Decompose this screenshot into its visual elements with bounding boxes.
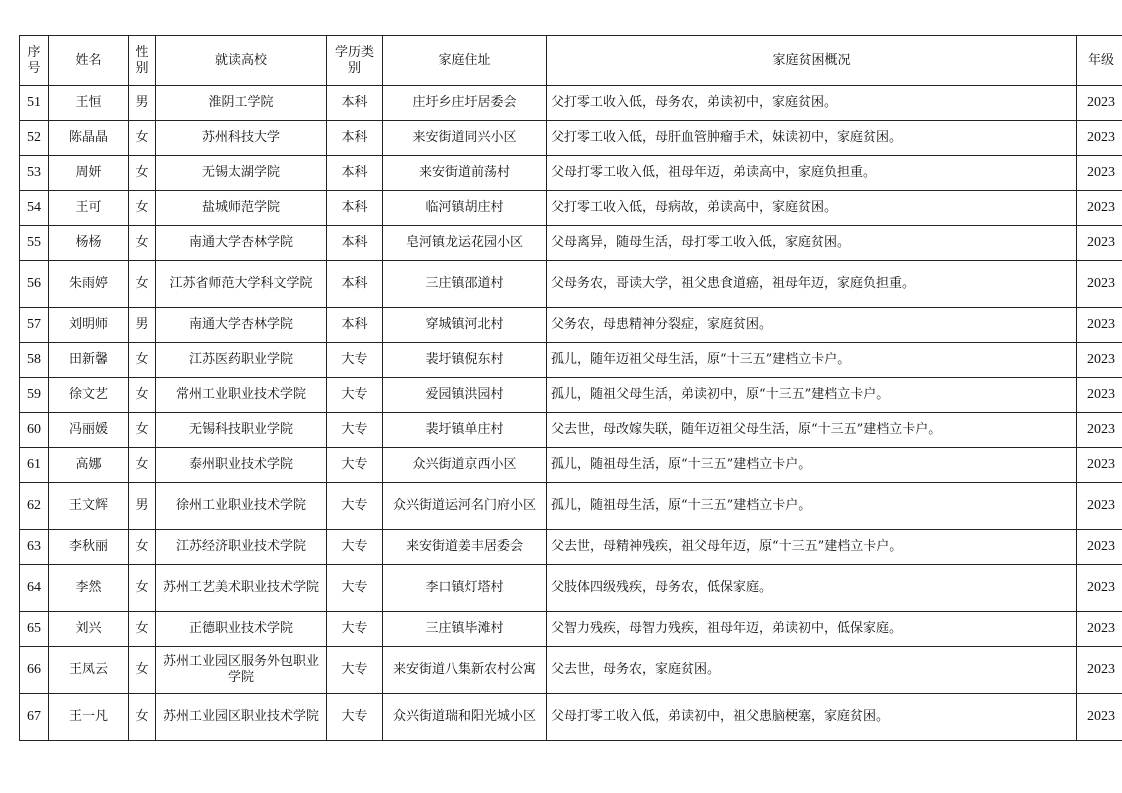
cell-degree: 大专 bbox=[327, 343, 383, 378]
cell-address: 爱园镇洪园村 bbox=[383, 378, 547, 413]
cell-address: 来安街道同兴小区 bbox=[383, 121, 547, 156]
cell-degree: 大专 bbox=[327, 612, 383, 647]
cell-no: 56 bbox=[20, 261, 49, 308]
cell-address: 裴圩镇倪东村 bbox=[383, 343, 547, 378]
cell-address: 皂河镇龙运花园小区 bbox=[383, 226, 547, 261]
cell-situation: 父去世，母精神残疾，祖父母年迈，原“十三五”建档立卡户。 bbox=[547, 530, 1077, 565]
cell-situation: 父去世，母务农，家庭贫困。 bbox=[547, 647, 1077, 694]
table-row bbox=[20, 413, 1122, 448]
header-row bbox=[20, 36, 1122, 86]
cell-degree: 大专 bbox=[327, 530, 383, 565]
cell-name: 田新馨 bbox=[49, 343, 129, 378]
cell-gender: 男 bbox=[129, 308, 156, 343]
cell-address: 临河镇胡庄村 bbox=[383, 191, 547, 226]
cell-name: 王文辉 bbox=[49, 483, 129, 530]
cell-situation: 父打零工收入低，母肝血管肿瘤手术，妹读初中，家庭贫困。 bbox=[547, 121, 1077, 156]
cell-school: 苏州工艺美术职业技术学院 bbox=[156, 565, 327, 612]
cell-situation: 父肢体四级残疾，母务农，低保家庭。 bbox=[547, 565, 1077, 612]
cell-degree: 本科 bbox=[327, 261, 383, 308]
table-row bbox=[20, 191, 1122, 226]
cell-gender: 男 bbox=[129, 483, 156, 530]
cell-name: 陈晶晶 bbox=[49, 121, 129, 156]
cell-name: 王可 bbox=[49, 191, 129, 226]
cell-no: 62 bbox=[20, 483, 49, 530]
cell-grade: 2023 bbox=[1077, 378, 1122, 413]
cell-degree: 大专 bbox=[327, 378, 383, 413]
cell-gender: 男 bbox=[129, 86, 156, 121]
cell-grade: 2023 bbox=[1077, 86, 1122, 121]
cell-name: 周妍 bbox=[49, 156, 129, 191]
cell-situation: 父母打零工收入低，祖母年迈，弟读高中，家庭负担重。 bbox=[547, 156, 1077, 191]
poverty-student-table bbox=[19, 35, 1122, 741]
cell-address: 三庄镇邵道村 bbox=[383, 261, 547, 308]
table-row bbox=[20, 483, 1122, 530]
cell-grade: 2023 bbox=[1077, 121, 1122, 156]
cell-address: 来安街道姜丰居委会 bbox=[383, 530, 547, 565]
cell-name: 刘兴 bbox=[49, 612, 129, 647]
cell-no: 54 bbox=[20, 191, 49, 226]
table-row bbox=[20, 156, 1122, 191]
cell-situation: 孤儿，随祖母生活，原“十三五”建档立卡户。 bbox=[547, 448, 1077, 483]
cell-situation: 父智力残疾，母智力残疾，祖母年迈，弟读初中，低保家庭。 bbox=[547, 612, 1077, 647]
cell-degree: 本科 bbox=[327, 121, 383, 156]
cell-address: 裴圩镇单庄村 bbox=[383, 413, 547, 448]
cell-address: 三庄镇毕滩村 bbox=[383, 612, 547, 647]
cell-grade: 2023 bbox=[1077, 261, 1122, 308]
cell-school: 无锡科技职业学院 bbox=[156, 413, 327, 448]
cell-address: 众兴街道京西小区 bbox=[383, 448, 547, 483]
cell-name: 徐文艺 bbox=[49, 378, 129, 413]
cell-no: 52 bbox=[20, 121, 49, 156]
cell-gender: 女 bbox=[129, 378, 156, 413]
cell-no: 60 bbox=[20, 413, 49, 448]
cell-gender: 女 bbox=[129, 647, 156, 694]
cell-school: 盐城师范学院 bbox=[156, 191, 327, 226]
cell-school: 江苏省师范大学科文学院 bbox=[156, 261, 327, 308]
table-row bbox=[20, 226, 1122, 261]
header-school: 就读高校 bbox=[156, 36, 327, 86]
cell-situation: 孤儿，随祖母生活，原“十三五”建档立卡户。 bbox=[547, 483, 1077, 530]
cell-grade: 2023 bbox=[1077, 565, 1122, 612]
cell-name: 冯丽媛 bbox=[49, 413, 129, 448]
cell-school: 江苏经济职业技术学院 bbox=[156, 530, 327, 565]
cell-degree: 大专 bbox=[327, 483, 383, 530]
cell-gender: 女 bbox=[129, 191, 156, 226]
cell-address: 庄圩乡庄圩居委会 bbox=[383, 86, 547, 121]
cell-name: 高娜 bbox=[49, 448, 129, 483]
cell-gender: 女 bbox=[129, 121, 156, 156]
cell-school: 苏州科技大学 bbox=[156, 121, 327, 156]
cell-no: 58 bbox=[20, 343, 49, 378]
cell-school: 南通大学杏林学院 bbox=[156, 226, 327, 261]
cell-school: 泰州职业技术学院 bbox=[156, 448, 327, 483]
cell-name: 王一凡 bbox=[49, 694, 129, 741]
cell-situation: 父母离异，随母生活，母打零工收入低，家庭贫困。 bbox=[547, 226, 1077, 261]
header-name: 姓名 bbox=[49, 36, 129, 86]
header-degree: 学历类别 bbox=[327, 36, 383, 86]
cell-school: 苏州工业园区服务外包职业学院 bbox=[156, 647, 327, 694]
cell-no: 63 bbox=[20, 530, 49, 565]
cell-school: 无锡太湖学院 bbox=[156, 156, 327, 191]
cell-degree: 本科 bbox=[327, 156, 383, 191]
cell-grade: 2023 bbox=[1077, 694, 1122, 741]
cell-name: 杨杨 bbox=[49, 226, 129, 261]
cell-school: 苏州工业园区职业技术学院 bbox=[156, 694, 327, 741]
cell-gender: 女 bbox=[129, 226, 156, 261]
cell-degree: 本科 bbox=[327, 86, 383, 121]
cell-grade: 2023 bbox=[1077, 308, 1122, 343]
cell-degree: 大专 bbox=[327, 448, 383, 483]
cell-gender: 女 bbox=[129, 565, 156, 612]
cell-grade: 2023 bbox=[1077, 413, 1122, 448]
cell-situation: 父母打零工收入低，弟读初中，祖父患脑梗塞，家庭贫困。 bbox=[547, 694, 1077, 741]
cell-situation: 孤儿，随年迈祖父母生活，原“十三五”建档立卡户。 bbox=[547, 343, 1077, 378]
cell-grade: 2023 bbox=[1077, 530, 1122, 565]
cell-school: 徐州工业职业技术学院 bbox=[156, 483, 327, 530]
cell-degree: 本科 bbox=[327, 308, 383, 343]
cell-grade: 2023 bbox=[1077, 226, 1122, 261]
header-grade: 年级 bbox=[1077, 36, 1122, 86]
cell-no: 61 bbox=[20, 448, 49, 483]
cell-degree: 本科 bbox=[327, 226, 383, 261]
table-row bbox=[20, 86, 1122, 121]
cell-gender: 女 bbox=[129, 448, 156, 483]
cell-name: 李然 bbox=[49, 565, 129, 612]
table-row bbox=[20, 308, 1122, 343]
cell-grade: 2023 bbox=[1077, 647, 1122, 694]
header-gender: 性别 bbox=[129, 36, 156, 86]
table-row bbox=[20, 378, 1122, 413]
table-row bbox=[20, 121, 1122, 156]
table-row bbox=[20, 612, 1122, 647]
cell-situation: 父去世，母改嫁失联，随年迈祖父母生活，原“十三五”建档立卡户。 bbox=[547, 413, 1077, 448]
cell-grade: 2023 bbox=[1077, 156, 1122, 191]
cell-name: 刘明师 bbox=[49, 308, 129, 343]
header-address: 家庭住址 bbox=[383, 36, 547, 86]
table-row bbox=[20, 565, 1122, 612]
cell-name: 朱雨婷 bbox=[49, 261, 129, 308]
cell-name: 王恒 bbox=[49, 86, 129, 121]
cell-grade: 2023 bbox=[1077, 448, 1122, 483]
cell-no: 55 bbox=[20, 226, 49, 261]
table-row bbox=[20, 694, 1122, 741]
cell-name: 李秋丽 bbox=[49, 530, 129, 565]
cell-gender: 女 bbox=[129, 612, 156, 647]
cell-school: 南通大学杏林学院 bbox=[156, 308, 327, 343]
cell-degree: 大专 bbox=[327, 647, 383, 694]
cell-situation: 父打零工收入低，母病故，弟读高中，家庭贫困。 bbox=[547, 191, 1077, 226]
cell-situation: 父打零工收入低，母务农，弟读初中，家庭贫困。 bbox=[547, 86, 1077, 121]
cell-situation: 父母务农，哥读大学，祖父患食道癌，祖母年迈，家庭负担重。 bbox=[547, 261, 1077, 308]
cell-school: 淮阴工学院 bbox=[156, 86, 327, 121]
header-no: 序号 bbox=[20, 36, 49, 86]
cell-no: 66 bbox=[20, 647, 49, 694]
cell-gender: 女 bbox=[129, 156, 156, 191]
cell-address: 穿城镇河北村 bbox=[383, 308, 547, 343]
cell-school: 常州工业职业技术学院 bbox=[156, 378, 327, 413]
cell-grade: 2023 bbox=[1077, 343, 1122, 378]
cell-no: 64 bbox=[20, 565, 49, 612]
cell-situation: 父务农，母患精神分裂症，家庭贫困。 bbox=[547, 308, 1077, 343]
cell-address: 众兴街道瑞和阳光城小区 bbox=[383, 694, 547, 741]
cell-gender: 女 bbox=[129, 261, 156, 308]
cell-no: 57 bbox=[20, 308, 49, 343]
cell-no: 53 bbox=[20, 156, 49, 191]
cell-gender: 女 bbox=[129, 530, 156, 565]
cell-no: 59 bbox=[20, 378, 49, 413]
cell-grade: 2023 bbox=[1077, 612, 1122, 647]
table-row bbox=[20, 647, 1122, 694]
cell-no: 51 bbox=[20, 86, 49, 121]
cell-school: 江苏医药职业学院 bbox=[156, 343, 327, 378]
cell-gender: 女 bbox=[129, 343, 156, 378]
table-row bbox=[20, 343, 1122, 378]
cell-grade: 2023 bbox=[1077, 483, 1122, 530]
table-row bbox=[20, 261, 1122, 308]
cell-name: 王凤云 bbox=[49, 647, 129, 694]
cell-degree: 大专 bbox=[327, 694, 383, 741]
cell-school: 正德职业技术学院 bbox=[156, 612, 327, 647]
cell-no: 65 bbox=[20, 612, 49, 647]
cell-gender: 女 bbox=[129, 694, 156, 741]
cell-degree: 大专 bbox=[327, 413, 383, 448]
cell-address: 李口镇灯塔村 bbox=[383, 565, 547, 612]
header-situation: 家庭贫困概况 bbox=[547, 36, 1077, 86]
cell-degree: 大专 bbox=[327, 565, 383, 612]
cell-address: 来安街道八集新农村公寓 bbox=[383, 647, 547, 694]
cell-degree: 本科 bbox=[327, 191, 383, 226]
table-row bbox=[20, 448, 1122, 483]
cell-situation: 孤儿，随祖父母生活，弟读初中，原“十三五”建档立卡户。 bbox=[547, 378, 1077, 413]
cell-gender: 女 bbox=[129, 413, 156, 448]
cell-address: 来安街道前荡村 bbox=[383, 156, 547, 191]
table-row bbox=[20, 530, 1122, 565]
cell-address: 众兴街道运河名门府小区 bbox=[383, 483, 547, 530]
cell-grade: 2023 bbox=[1077, 191, 1122, 226]
cell-no: 67 bbox=[20, 694, 49, 741]
